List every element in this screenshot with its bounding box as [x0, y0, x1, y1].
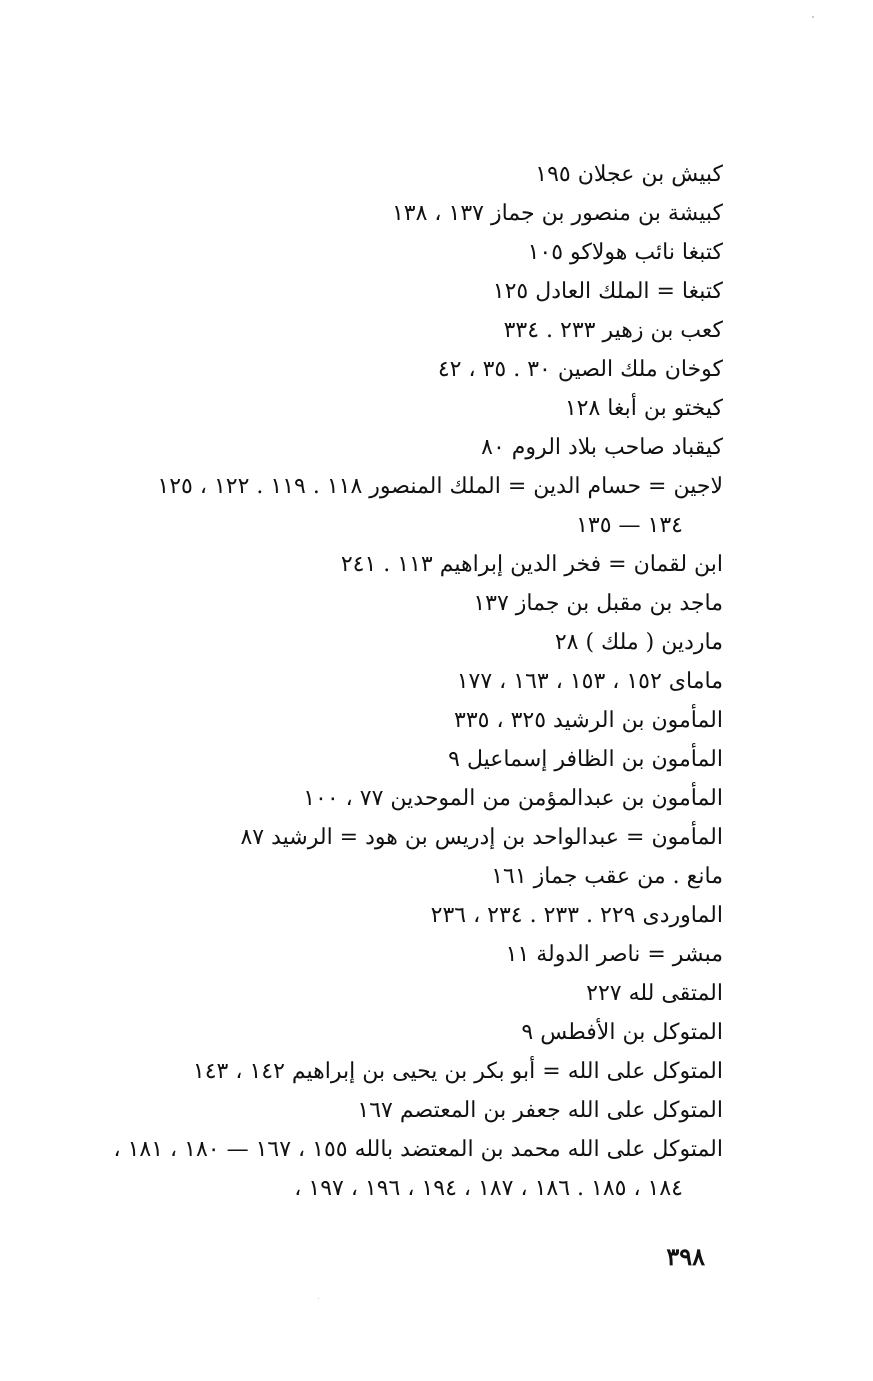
index-entry: مانع . من عقب جماز ١٦١ — [491, 864, 723, 889]
index-entry: لاجين = حسام الدين = الملك المنصور ١١٨ . ١١٩ . ١٢٢ ، ١٢٥ — [157, 474, 723, 499]
index-entry: كبيشة بن منصور بن جماز ١٣٧ ، ١٣٨ — [391, 201, 723, 226]
index-entry: المتوكل بن الأفطس ٩ — [521, 1020, 723, 1045]
index-entry: المتوكل على الله = أبو بكر بن يحيى بن إبراهيم ١٤٢ ، ١٤٣ — [192, 1059, 723, 1084]
index-entry-continuation: ١٨٤ ، ١٨٥ . ١٨٦ ، ١٨٧ ، ١٩٤ ، ١٩٦ ، ١٩٧ ، — [294, 1176, 683, 1201]
index-entry: الماوردى ٢٢٩ . ٢٣٣ . ٢٣٤ ، ٢٣٦ — [430, 903, 723, 928]
index-entry: كيختو بن أبغا ١٢٨ — [564, 396, 723, 421]
index-entry: كيقباد صاحب بلاد الروم ٨٠ — [481, 435, 723, 460]
index-entry: كتبغا = الملك العادل ١٢٥ — [492, 279, 723, 304]
index-entry: كوخان ملك الصين ٣٠ . ٣٥ ، ٤٢ — [437, 357, 723, 382]
index-entry: المأمون بن الظافر إسماعيل ٩ — [448, 747, 723, 772]
index-entry: ابن لقمان = فخر الدين إبراهيم ١١٣ . ٢٤١ — [340, 552, 723, 577]
index-entry: كعب بن زهير ٢٣٣ . ٣٣٤ — [503, 318, 723, 343]
paper-speck — [318, 1298, 319, 1299]
page-number: ٣٩٨ — [666, 1242, 705, 1271]
index-entry: المأمون = عبدالواحد بن إدريس بن هود = الرشيد ٨٧ — [240, 825, 723, 850]
index-entries — [83, 155, 723, 1208]
paper-speck — [812, 16, 814, 18]
index-entry: المتوكل على الله محمد بن المعتضد بالله ١٥٥ ، ١٦٧ — ١٨٠ ، ١٨١ ، — [113, 1137, 723, 1162]
index-entry: المأمون بن عبدالمؤمن من الموحدين ٧٧ ، ١٠٠ — [303, 786, 723, 811]
index-entry: ماجد بن مقبل بن جماز ١٣٧ — [473, 591, 723, 616]
index-entry: كبيش بن عجلان ١٩٥ — [535, 162, 723, 187]
index-entry: مبشر = ناصر الدولة ١١ — [505, 942, 723, 967]
index-entry: كتبغا نائب هولاكو ١٠٥ — [527, 240, 723, 265]
index-entry: المتوكل على الله جعفر بن المعتصم ١٦٧ — [357, 1098, 723, 1123]
index-entry: ماماى ١٥٢ ، ١٥٣ ، ١٦٣ ، ١٧٧ — [456, 669, 723, 694]
index-entry: المأمون بن الرشيد ٣٢٥ ، ٣٣٥ — [454, 708, 723, 733]
index-entry: ماردين ( ملك ) ٢٨ — [554, 630, 723, 655]
index-entry-continuation: ١٣٤ — ١٣٥ — [576, 513, 683, 538]
index-entry: المتقى لله ٢٢٧ — [586, 981, 723, 1006]
